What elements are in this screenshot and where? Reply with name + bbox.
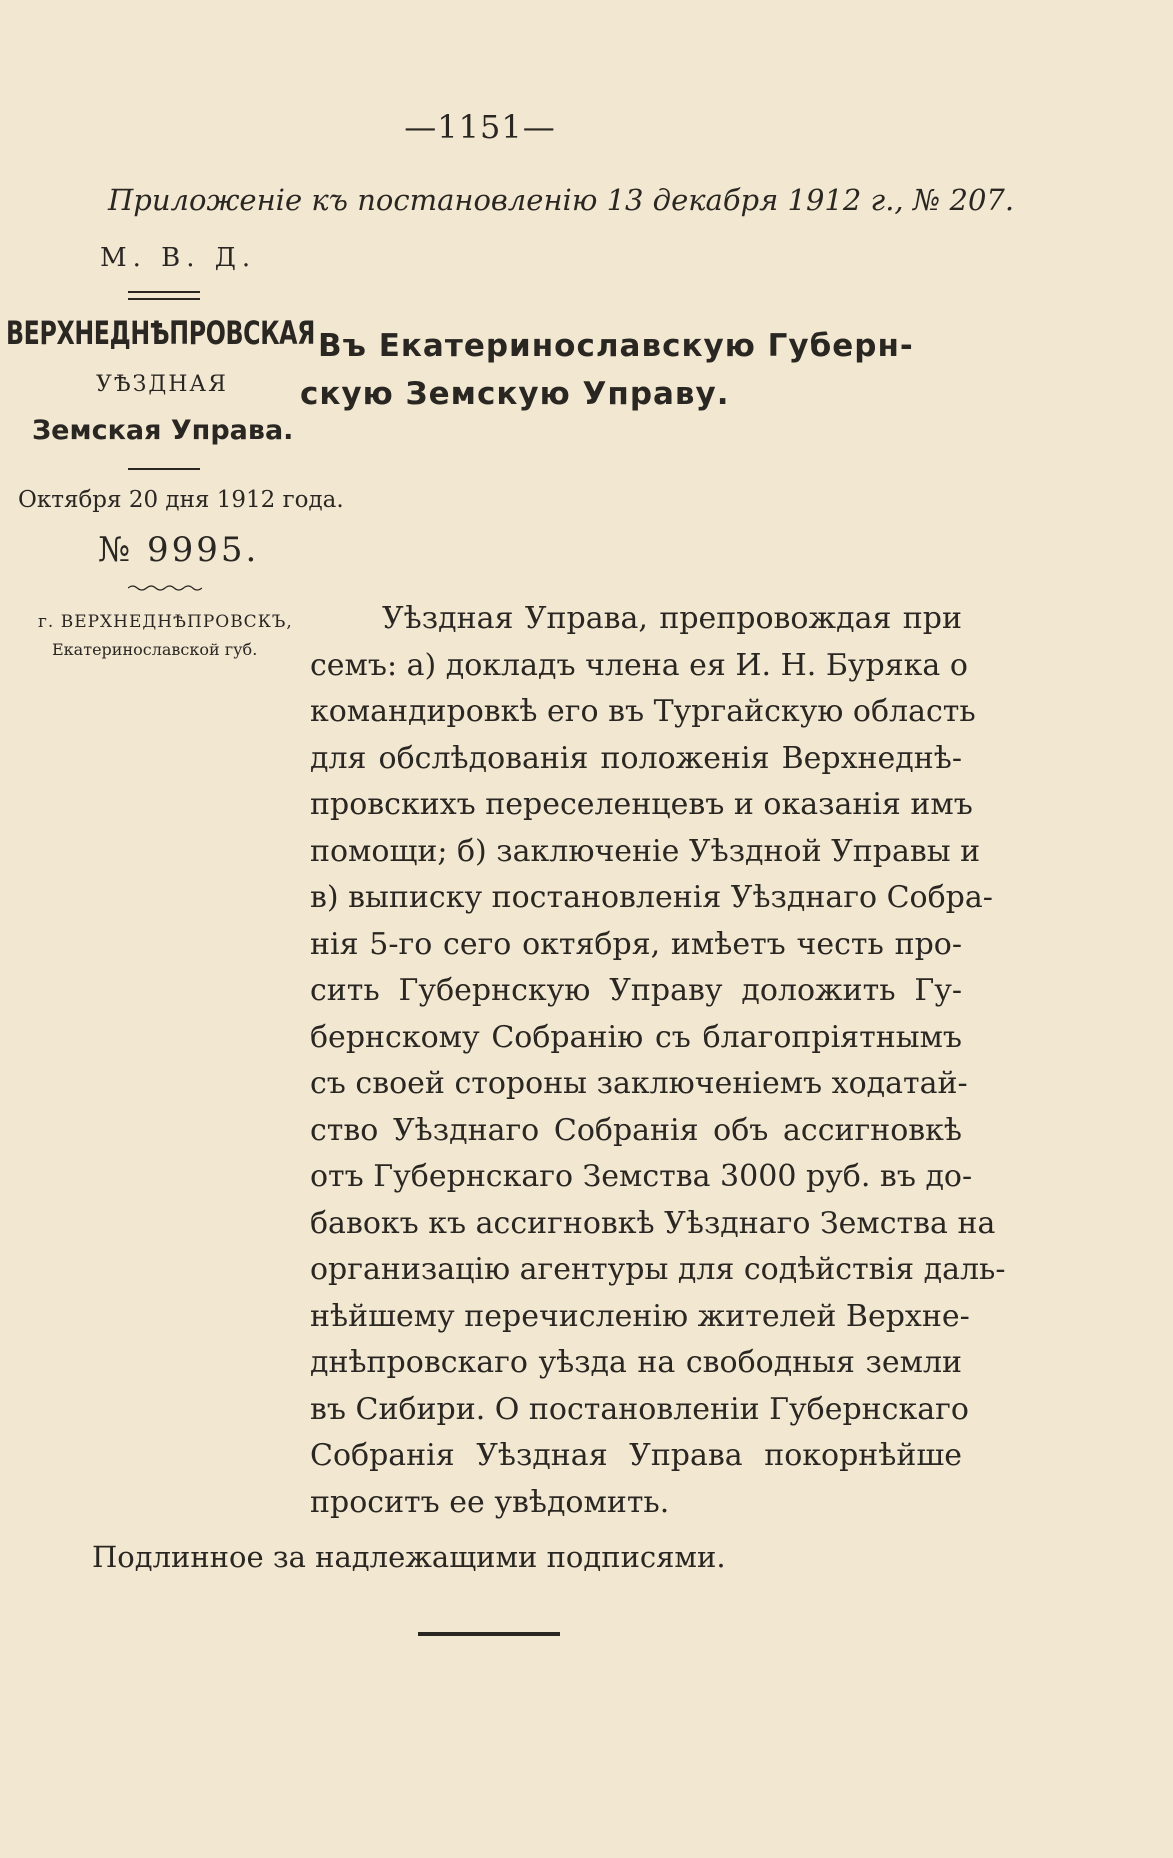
body-line: бавокъ къ ассигновкѣ Уѣзднаго Земства на xyxy=(310,1205,996,1241)
ministry-abbreviation: М. В. Д. xyxy=(100,243,257,273)
body-line: проситъ ее увѣдомить. xyxy=(310,1484,670,1520)
body-line: днѣпровскаго уѣзда на свободныя земли xyxy=(310,1345,962,1380)
body-line: Уѣздная Управа, препровождая при xyxy=(382,601,962,636)
sender-province: Екатеринославской губ. xyxy=(52,640,258,659)
closing-note: Подлинное за надлежащими подписями. xyxy=(92,1540,726,1574)
sender-org-board: Земская Управа. xyxy=(32,415,294,446)
end-rule xyxy=(418,1632,560,1636)
body-line: бернскому Собранію съ благопріятнымъ xyxy=(310,1019,962,1055)
sender-org-subtitle: УѢЗДНАЯ xyxy=(96,372,228,397)
sender-city: г. ВЕРХНЕДНѢПРОВСКЪ, xyxy=(38,612,293,632)
body-line: Собранія Уѣздная Управа покорнѣйше xyxy=(310,1438,962,1473)
body-line: нія 5-го сего октября, имѣетъ честь про- xyxy=(310,926,962,962)
wavy-divider xyxy=(128,584,202,592)
body-line: семъ: а) докладъ члена ея И. Н. Буряка о xyxy=(310,647,968,683)
body-line: командировкѣ его въ Тургайскую область xyxy=(310,694,976,729)
letter-date: Октября 20 дня 1912 года. xyxy=(18,487,344,513)
body-line: ство Уѣзднаго Собранія объ ассигновкѣ xyxy=(310,1112,962,1148)
divider xyxy=(128,468,200,470)
appendix-reference: Приложеніе къ постановленію 13 декабря 1912 г., № 207. xyxy=(108,183,1015,217)
sender-org-name: ВЕРХНЕДНѢПРОВСКАЯ xyxy=(6,314,315,352)
page-number: —1151— xyxy=(404,108,556,146)
body-line: сить Губернскую Управу доложить Гу- xyxy=(310,973,962,1008)
registry-number: № 9995. xyxy=(98,530,260,570)
letter-body xyxy=(310,596,1006,1526)
body-line: отъ Губернскаго Земства 3000 руб. въ до- xyxy=(310,1159,973,1194)
body-line: для обслѣдованія положенія Верхнеднѣ- xyxy=(310,740,962,776)
body-line: съ своей стороны заключеніемъ ходатай- xyxy=(310,1066,968,1101)
body-line: помощи; б) заключеніе Уѣздной Управы и xyxy=(310,833,981,869)
body-line: в) выписку постановленія Уѣзднаго Собра- xyxy=(310,880,993,915)
addressee-line: скую Земскую Управу. xyxy=(300,376,730,412)
body-line: организацію агентуры для содѣйствія даль- xyxy=(310,1252,1006,1287)
addressee-line: Въ Екатеринославскую Губерн- xyxy=(318,328,914,364)
body-line: нѣйшему перечисленію жителей Верхне- xyxy=(310,1298,970,1334)
body-line: провскихъ переселенцевъ и оказанія имъ xyxy=(310,787,973,822)
addressee-block xyxy=(300,322,968,418)
double-divider xyxy=(128,291,200,300)
body-line: въ Сибири. О постановленіи Губернскаго xyxy=(310,1391,969,1427)
